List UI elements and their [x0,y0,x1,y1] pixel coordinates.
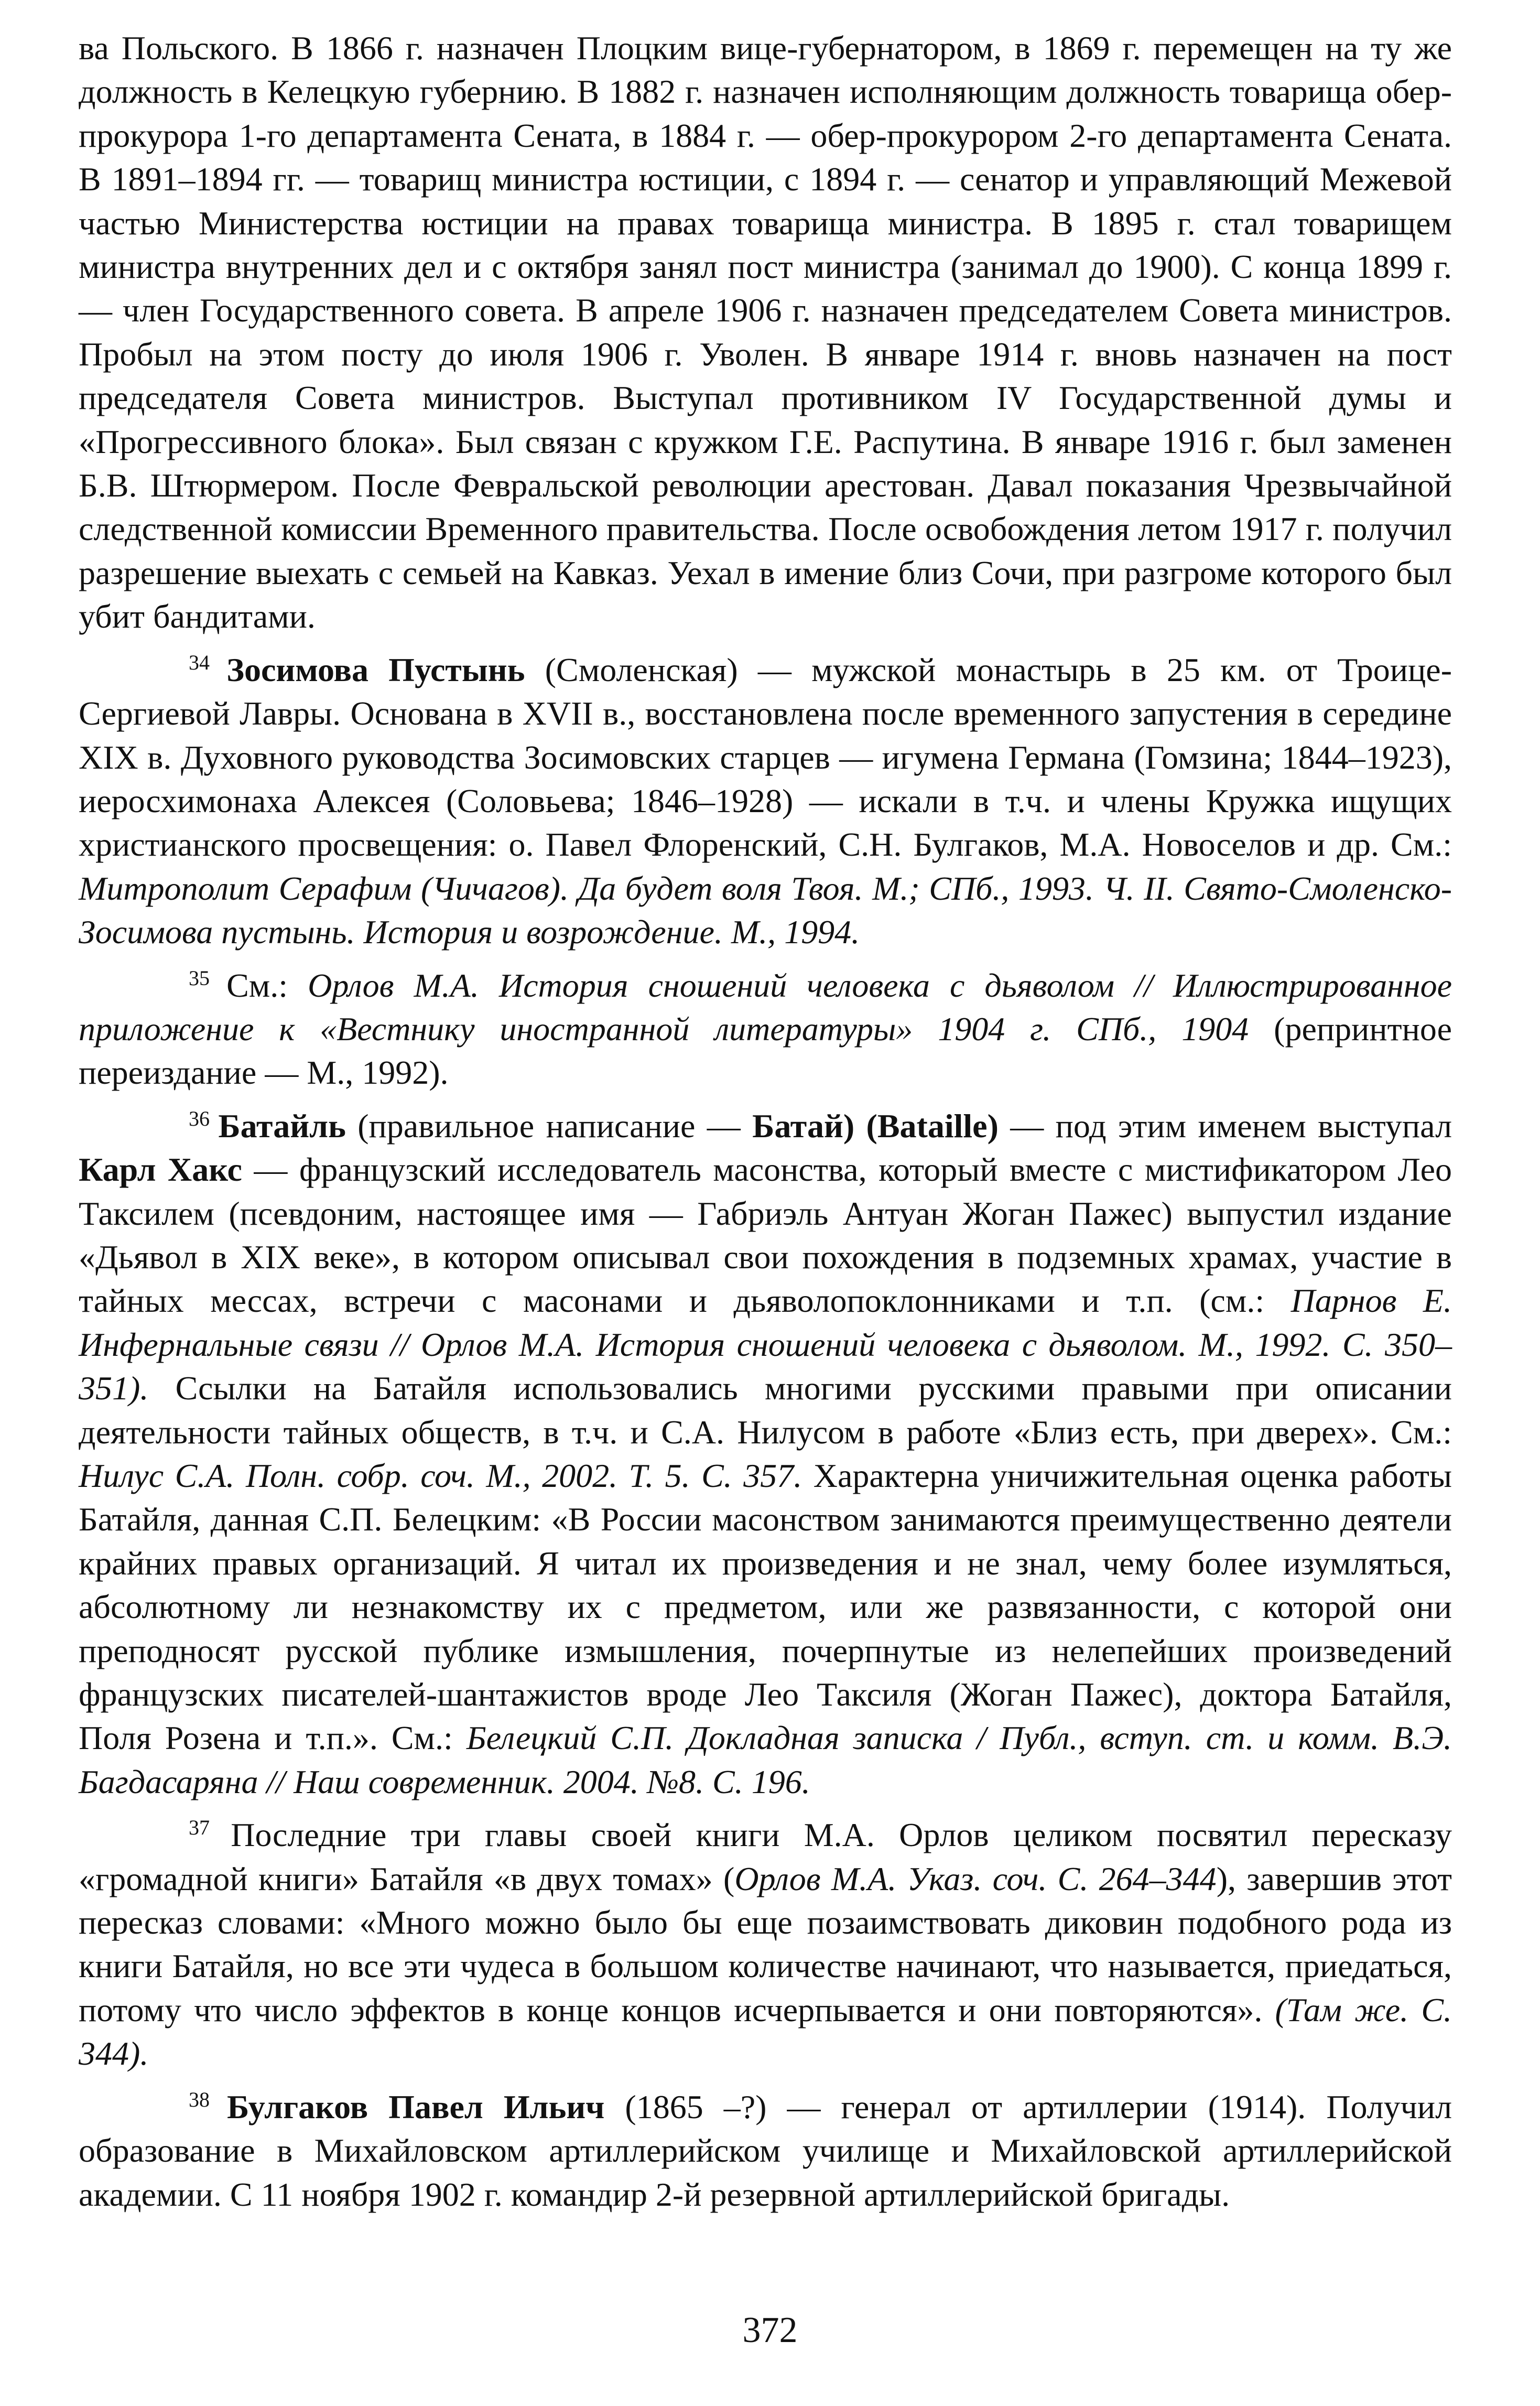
footnote-text: (репринтное переиздание — М., 1992). [79,1010,1452,1092]
footnote-term: Батай) (Bataille) [752,1107,999,1145]
footnote-reference: Митрополит Серафим (Чичагов). Да будет воля Твоя. М.; СПб., 1993. Ч. II. Свято-Смоленско-Зосимова пустынь. История и возрождение. М., 1994. [79,869,1452,951]
footnote-text: (1865 –?) — генерал от артиллерии (1914). Получил образование в Михайловском артиллерийском училище и Михайловской артиллерийской академии. С 11 ноября 1902 г. командир 2-й резервной артиллерийской бригады. [79,2088,1452,2213]
footnote-text: ), завершив этот пересказ словами: «Много можно было бы еще позаимствовать диковин подобного рода из книги Батайля, но все эти чудеса в большом количестве начинают, что называется, приедаться, потому что число эффектов в конце концов исчерпывается и они повторяются». [79,1860,1452,2029]
footnote-term: Батайль [218,1107,346,1145]
footnote-35 [79,964,1452,1095]
continuation-paragraph: ва Польского. В 1866 г. назначен Плоцким вице-губернатором, в 1869 г. перемещен на ту же должность в Келецкую губернию. В 1882 г. назначен исполняющим должность товарища обер-прокурора 1-го департамента Сената, в 1884 г. — обер-прокурором 2-го департамента Сената. В 1891–1894 гг. — товарищ министра юстиции, с 1894 г. — сенатор и управляющий Межевой частью Министерства юстиции на правах товарища министра. В 1895 г. стал товарищем министра внутренних дел и с октября занял пост министра (занимал до 1900). С конца 1899 г. — член Государственного совета. В апреле 1906 г. назначен председателем Совета министров. Пробыл на этом посту до июля 1906 г. Уволен. В январе 1914 г. вновь назначен на пост председателя Совета министров. Выступал противником IV Государственной думы и «Прогрессивного блока». Был связан с кружком Г.Е. Распутина. В январе 1916 г. был заменен Б.В. Штюрмером. После Февральской революции арестован. Давал показания Чрезвычайной следственной комиссии Временного правительства. После освобождения летом 1917 г. получил разрешение выехать с семьей на Кавказ. Уехал в имение близ Сочи, при разгроме которого был убит бандитами. [79,29,1452,635]
footnote-text: (Смоленская) — мужской монастырь в 25 км. от Троице-Сергиевой Лавры. Основана в XVII в., восстановлена после временного запустения в середине XIX в. Духовного руководства Зосимовских старцев — игумена Германа (Гомзина; 1844–1923), иеросхимонаха Алексея (Соловьева; 1846–1928) — искали в т.ч. и члены Кружка ищущих христианского просвещения: о. Павел Флоренский, С.Н. Булгаков, М.А. Новоселов и др. См.: [79,651,1452,864]
footnote-text: (правильное написание — [345,1107,753,1145]
footnote-number: 34 [189,650,210,674]
footnote-reference: (Там же. С. 344). [79,1991,1452,2073]
page-number: 372 [742,2310,798,2350]
footnote-number: 36 [189,1106,210,1130]
footnote-number: 35 [189,966,210,990]
footnote-37 [79,1813,1452,2075]
footnote-text: Характерна уничижительная оценка работы Батайля, данная С.П. Белецким: «В России масонством занимаются преимущественно деятели крайних правых организаций. Я читал их произведения и не знал, чему более изумляться, абсолютному ли незнакомству их с предметом, или же развязанности, с которой они преподносят русской публике измышления, почерпнутые из нелепейших произведений французских писателей-шантажистов вроде Лео Таксиля (Жоган Пажес), доктора Батайля, Поля Розена и т.п.». См.: [79,1457,1452,1757]
footnote-number: 38 [189,2087,210,2111]
footnote-text: — под этим именем выступал [998,1107,1452,1145]
page-body [79,26,1452,2226]
footnote-term: Зосимова Пустынь [226,651,525,688]
footnote-reference: Орлов М.А. История сношений человека с дьяволом // Иллюстрированное приложение к «Вестнику иностранной литературы» 1904 г. СПб., 1904 [79,966,1452,1048]
footnote-text: Ссылки на Батайля использовались многими русскими правыми при описании деятельности тайных обществ, в т.ч. и С.А. Нилусом в работе «Близ есть, при дверех». См.: [79,1369,1452,1451]
footnote-reference: Белецкий С.П. Докладная записка / Публ., вступ. ст. и комм. В.Э. Багдасаряна // Наш современник. 2004. №8. С. 196. [79,1719,1452,1800]
footnote-34 [79,648,1452,954]
footnote-term: Булгаков Павел Ильич [227,2088,605,2126]
footnote-text: — французский исследователь масонства, который вместе с мистификатором Лео Таксилем (псевдоним, настоящее имя — Габриэль Антуан Жоган Пажес) выпустил издание «Дьявол в XIX веке», в котором описывал свои похождения в подземных храмах, участие в тайных мессах, встречи с масонами и дьяволопоклонниками и т.п. (см.: [79,1151,1452,1320]
footnote-number: 37 [189,1816,210,1840]
footnote-text: См.: [226,966,308,1004]
footnote-38 [79,2085,1452,2216]
footnote-term: Карл Хакс [79,1151,242,1189]
footnote-reference: Нилус С.А. Полн. собр. соч. М., 2002. Т. 5. С. 357. [79,1457,802,1494]
footnote-text: Последние три главы своей книги М.А. Орлов целиком посвятил пересказу «громадной книги» Батайля «в двух томах» ( [79,1816,1452,1897]
footnote-reference: Парнов Е. Инфернальные связи // Орлов М.А. История сношений человека с дьяволом. М., 1992. С. 350–351). [79,1282,1452,1407]
footnote-reference: Орлов М.А. Указ. соч. С. 264–344 [734,1860,1217,1897]
footnote-36 [79,1104,1452,1804]
